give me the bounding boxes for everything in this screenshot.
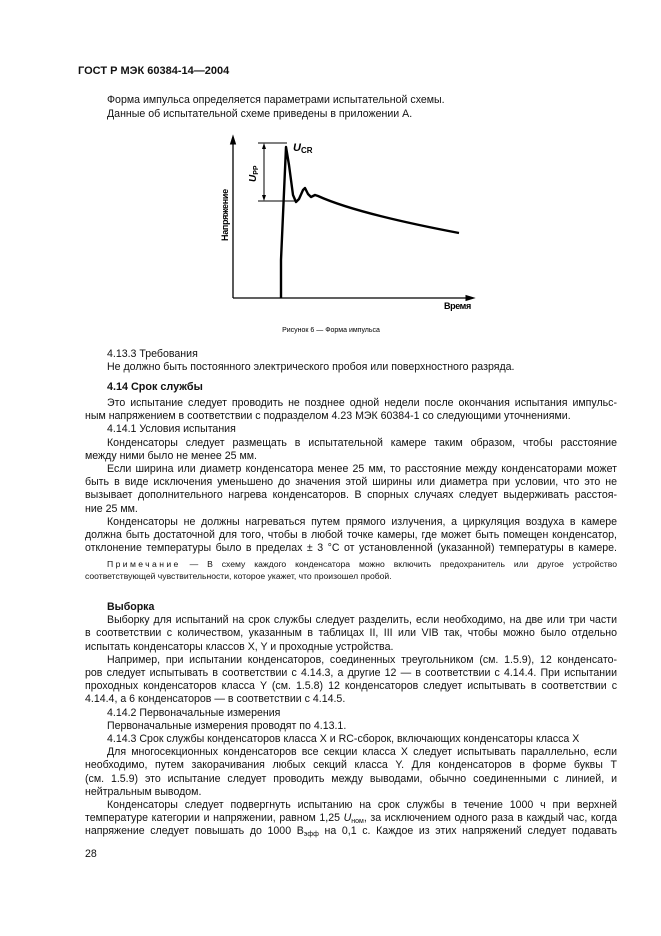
text-line: ров следует испытывать в соответствии с 4.14.3, а другие 12 — в соответствии с 4.14.4. При испытании <box>85 667 617 680</box>
text-line: Например, при испытании конденсаторов, соединенных треугольником (см. 1.5.9), 12 конденсато- <box>107 653 617 666</box>
text-line: нейтральным выводом. <box>85 785 202 798</box>
text-line: Выборку для испытаний на срок службы следует разделить, если необходимо, на две или три части <box>107 614 617 627</box>
text-line: напряжение следует повышать до 1000 $В_{эфф}$ на 0,1 с. Каждое из этих напряжений следует подавать <box>85 825 617 839</box>
document-header: ГОСТ Р МЭК 60384-14—2004 <box>78 65 230 77</box>
text-line: Это испытание следует проводить не позднее одной недели после окончания испытания импульс- <box>107 397 617 409</box>
subsection-heading: 4.14.1 Условия испытания <box>107 423 236 436</box>
text-line: Форма импульса определяется параметрами испытательной схемы. <box>107 94 445 106</box>
x-axis-arrow <box>466 296 474 301</box>
note-label: Примечание <box>107 559 181 570</box>
text-line: Первоначальные измерения проводят по 4.13.1. <box>107 719 347 732</box>
note <box>85 559 617 582</box>
text-line: температуре категории и напряжении, равном 1,25 $U_{ном}$, за исключением одного раза в каждый час, когда <box>85 812 617 826</box>
y-axis-label: Напряжение <box>220 189 230 241</box>
text-line: Конденсаторы не должны нагреваться путем прямого излучения, а циркуляция воздуха в камере <box>107 515 617 528</box>
text-line: 4.14.4, а 6 конденсаторов — в соответствии с 4.14.5. <box>85 693 346 706</box>
text-line: (см. 1.5.9) это испытание следует проводить между выводами, обычно соединенными с линией, и <box>85 772 617 785</box>
section-4-13-3 <box>107 348 639 374</box>
text-line: быть в виде исключения уменьшено до значения этой ширины или диаметра при условии, что это не <box>85 476 617 489</box>
text-line: Данные об испытательной схеме приведены в приложении А. <box>107 108 413 120</box>
y-axis-arrow <box>231 136 236 144</box>
text-line: отклонение температуры было в пределах ± 3 °С от установленной (указанной) температуры в камере. <box>85 542 617 555</box>
text-line: между ними было не менее 25 мм. <box>85 449 257 462</box>
text-line: испытать конденсаторы классов X, Y и проходные устройства. <box>85 640 394 653</box>
text-line: Не должно быть постоянного электрического пробоя или поверхностного разряда. <box>107 361 515 374</box>
section-heading-4-14: 4.14 Срок службы <box>107 381 203 393</box>
ucr-label: UCR <box>293 142 313 155</box>
text-line: ние 25 мм. <box>85 502 138 515</box>
x-axis-label: Время <box>444 301 471 311</box>
upp-arrow-bottom <box>262 195 266 201</box>
text-line: необходимо, путем закорачивания любых секций класса Y. Для конденсаторов в форме буквы Т <box>85 759 617 772</box>
subsection-heading: 4.14.3 Срок службы конденсаторов класса X и RC-сборок, включающих конденсаторы класса X <box>107 733 580 746</box>
text-line: Если ширина или диаметр конденсатора менее 25 мм, то расстояние между конденсаторами может <box>107 463 617 476</box>
upp-label: $U_{PP}$ <box>248 165 260 182</box>
section-heading: 4.13.3 Требования <box>107 348 198 360</box>
text-line: в соответствии с количеством, указанным в таблицах II, III или VIB так, чтобы можно было отдельно <box>85 627 617 640</box>
section-heading: Выборка <box>107 601 155 613</box>
page-number: 28 <box>85 848 97 860</box>
sampling-section <box>85 601 617 839</box>
subsection-heading: 4.14.2 Первоначальные измерения <box>107 706 281 719</box>
figure-caption: Рисунок 6 — Форма импульса <box>282 327 380 334</box>
text-line: Конденсаторы следует размещать в испытательной камере таким образом, чтобы расстояние <box>107 436 617 449</box>
text-line: Конденсаторы следует подвергнуть испытанию на срок службы в течение 1000 ч при верхней <box>107 799 617 812</box>
pulse-curve <box>281 147 459 298</box>
text-line: соответствующей чувствительности, которое укажет, что произошел пробой. <box>85 571 392 582</box>
text-line: должна быть достаточной для того, чтобы в любой точке камеры, где может быть помещен конденсатор, <box>85 529 617 542</box>
section-4-14-body <box>85 397 617 583</box>
text-line: вызывает дополнительного нагрева конденсаторов. В спорных случаях следует выдерживать расстоя- <box>85 489 617 502</box>
upp-arrow-top <box>262 143 266 149</box>
text-line: — В схему каждого конденсатора можно включить предохранитель или другое устройство <box>189 559 617 570</box>
text-line: Для многосекционных конденсаторов все секции класса X следует испытывать параллельно, если <box>107 746 617 759</box>
text-line: проходных конденсаторов класса Y (см. 1.5.8) 12 конденсаторов следует испытывать в соответствии с <box>85 680 617 693</box>
pulse-figure <box>0 0 661 340</box>
text-line: ным напряжением в соответствии с подразделом 4.23 МЭК 60384-1 со следующими уточнениями. <box>85 410 571 423</box>
